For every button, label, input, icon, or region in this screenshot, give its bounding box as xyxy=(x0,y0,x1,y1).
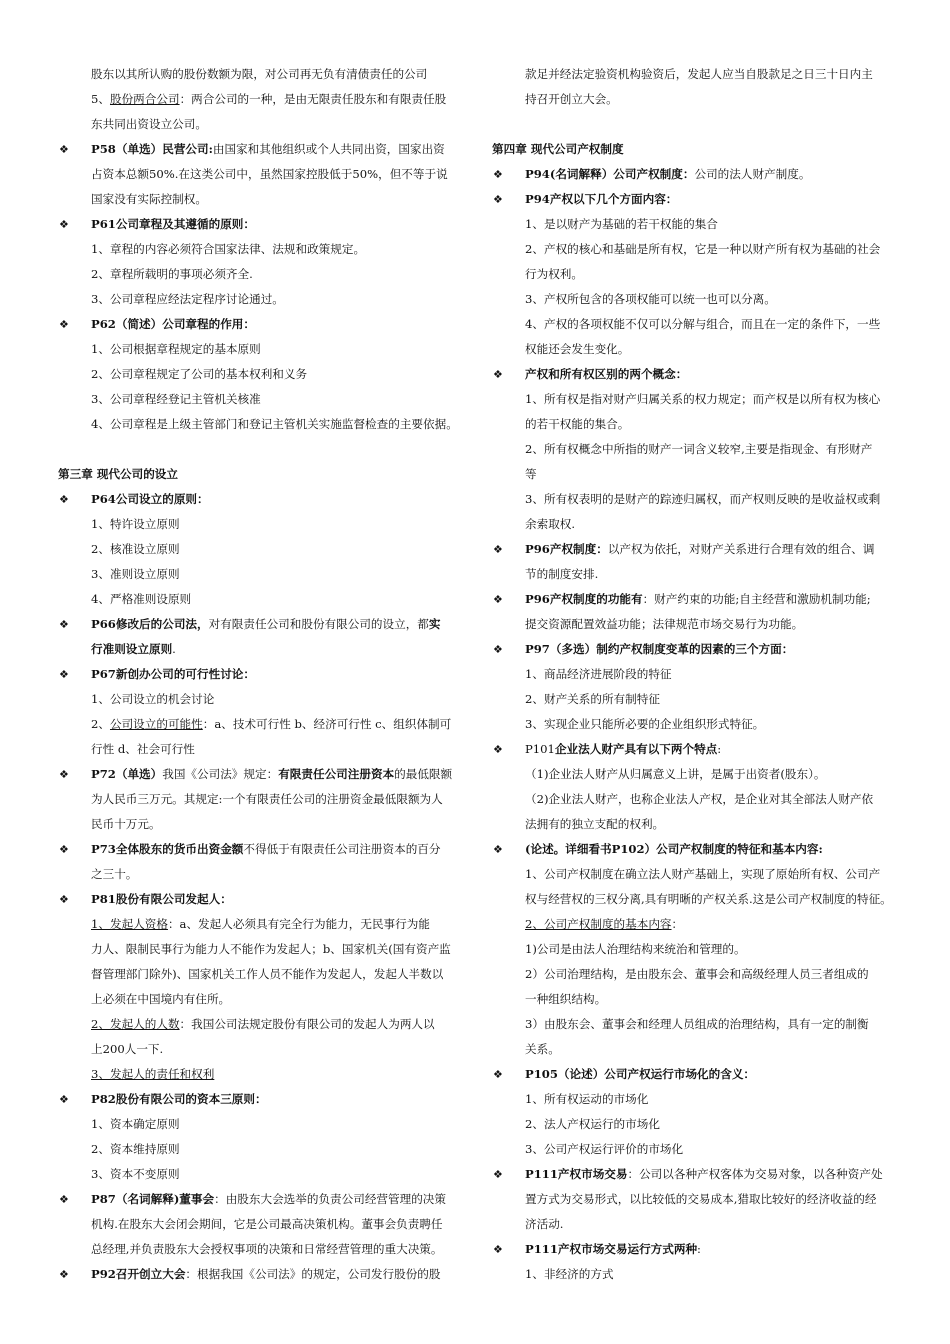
text-line xyxy=(58,862,463,887)
text-segment: 以产权为依托，对财产关系进行合理有效的组合、调 xyxy=(607,542,875,556)
text-segment: 行为权利。 xyxy=(525,267,583,281)
text-segment: 余索取权. xyxy=(525,517,576,531)
text-segment: 款足并经法定验资机构验资后，发起人应当自股款足之日三十日内主 xyxy=(525,67,873,81)
text-line xyxy=(492,562,897,587)
text-line xyxy=(58,1112,463,1137)
text-segment: 2、公司章程规定了公司的基本权利和义务 xyxy=(91,367,308,381)
text-line xyxy=(58,287,463,312)
text-segment: 3、准则设立原则 xyxy=(91,567,180,581)
text-segment: 等 xyxy=(525,467,537,481)
text-line xyxy=(58,1237,463,1262)
text-line xyxy=(58,712,463,737)
text-line xyxy=(492,1137,897,1162)
text-line xyxy=(492,662,897,687)
bullet-item xyxy=(58,762,463,787)
text-segment: 置方式为交易形式，以比较低的交易成本,猎取比较好的经济收益的经 xyxy=(525,1192,877,1206)
bullet-item xyxy=(58,1087,463,1112)
text-segment: P64公司设立的原则： xyxy=(91,492,209,506)
text-segment: 3、产权所包含的各项权能可以统一也可以分离。 xyxy=(525,292,776,306)
text-segment: 1、资本确定原则 xyxy=(91,1117,180,1131)
text-segment: ：根据我国《公司法》的规定，公司发行股份的股 xyxy=(185,1267,441,1281)
text-segment: 实 xyxy=(428,617,441,631)
text-line xyxy=(58,387,463,412)
text-line xyxy=(58,987,463,1012)
text-line xyxy=(58,512,463,537)
text-segment: 3、资本不变原则 xyxy=(91,1167,180,1181)
bullet-item xyxy=(492,637,897,662)
text-segment: 企业法人财产具有以下两个特点 xyxy=(554,742,718,756)
text-segment: 股份两合公司 xyxy=(109,92,180,106)
text-line xyxy=(58,262,463,287)
text-line xyxy=(58,237,463,262)
text-segment: P62（简述）公司章程的作用： xyxy=(91,317,255,331)
text-segment: P61公司章程及其遵循的原则： xyxy=(91,217,255,231)
text-segment: 总经理,并负责股东大会授权事项的决策和日常经营管理的重大决策。 xyxy=(91,1242,443,1256)
bullet-item xyxy=(492,1162,897,1187)
text-line xyxy=(58,62,463,87)
text-segment: （1)企业法人财产从归属意义上讲，是属于出资者(股东）。 xyxy=(525,767,826,781)
text-segment: : xyxy=(717,742,722,756)
text-line xyxy=(492,687,897,712)
text-line xyxy=(58,412,463,437)
text-segment: 4、公司章程是上级主管部门和登记主管机关实施监督检查的主要依据。 xyxy=(91,417,458,431)
text-segment: P94(名词解释）公司产权制度： xyxy=(525,167,695,181)
text-segment: . xyxy=(172,642,176,656)
text-segment: P82股份有限公司的资本三原则： xyxy=(91,1092,267,1106)
text-line xyxy=(492,862,897,887)
text-segment: P67新创办公司的可行性讨论： xyxy=(91,667,255,681)
text-segment: ：财产约束的功能;自主经营和激励机制功能; xyxy=(642,592,871,606)
left-column xyxy=(58,62,463,1287)
text-line xyxy=(492,812,897,837)
text-segment: 1、特许设立原则 xyxy=(91,517,180,531)
text-line xyxy=(492,412,897,437)
text-segment: 2）公司治理结构，是由股东会、董事会和高级经理人员三者组成的 xyxy=(525,967,869,981)
text-line xyxy=(492,262,897,287)
text-line xyxy=(492,87,897,112)
text-segment: 持召开创立大会。 xyxy=(525,92,618,106)
text-line xyxy=(492,987,897,1012)
text-line xyxy=(492,912,897,937)
text-line xyxy=(58,87,463,112)
text-line xyxy=(492,1212,897,1237)
text-segment: 2、财产关系的所有制特征 xyxy=(525,692,660,706)
text-line xyxy=(58,912,463,937)
bullet-item xyxy=(492,1062,897,1087)
text-line xyxy=(492,337,897,362)
text-segment: 1)公司是由法人治理结构来统治和管理的。 xyxy=(525,942,746,956)
text-segment: 1、发起人资格 xyxy=(91,917,168,931)
text-segment: 东共同出资设立公司。 xyxy=(91,117,207,131)
text-segment: 国家没有实际控制权。 xyxy=(91,192,207,206)
text-segment: 2、章程所载明的事项必须齐全. xyxy=(91,267,253,281)
text-segment: P87（名词解释)董事会 xyxy=(91,1192,215,1206)
text-segment: 不得低于有限责任公司注册资本的百分 xyxy=(243,842,441,856)
text-line xyxy=(492,887,897,912)
chapter-heading xyxy=(492,137,897,162)
text-segment: P96产权制度： xyxy=(525,542,608,556)
text-segment: 1、公司设立的机会讨论 xyxy=(91,692,215,706)
text-line xyxy=(492,937,897,962)
text-line xyxy=(492,1262,897,1287)
text-segment: 第三章 现代公司的设立 xyxy=(58,467,178,481)
text-line xyxy=(58,1037,463,1062)
bullet-item xyxy=(58,212,463,237)
text-line xyxy=(492,212,897,237)
text-segment: 1、是以财产为基础的若干权能的集合 xyxy=(525,217,718,231)
text-segment: 2、 xyxy=(91,717,110,731)
text-segment: P111产权市场交易运行方式两种 xyxy=(525,1242,698,1256)
text-segment: 公司设立的可能性 xyxy=(109,717,203,731)
text-line xyxy=(492,962,897,987)
text-segment: 3、公司产权运行评价的市场化 xyxy=(525,1142,684,1156)
text-segment: 3、公司章程应经法定程序讨论通过。 xyxy=(91,292,284,306)
text-line xyxy=(492,1012,897,1037)
text-line xyxy=(492,512,897,537)
text-segment: 节的制度安排. xyxy=(525,567,599,581)
text-segment: ：a、技术可行性 b、经济可行性 c、组织体制可 xyxy=(202,717,452,731)
text-segment: 1、章程的内容必须符合国家法律、法规和政策规定。 xyxy=(91,242,366,256)
text-line xyxy=(58,787,463,812)
bullet-item xyxy=(58,612,463,637)
text-segment: 公司的法人财产制度。 xyxy=(694,167,811,181)
text-segment: 3、实现企业只能所必要的企业组织形式特征。 xyxy=(525,717,765,731)
text-segment: P72（单选） xyxy=(91,767,163,781)
text-segment: P92召开创立大会 xyxy=(91,1267,186,1281)
text-line xyxy=(492,1037,897,1062)
text-line xyxy=(58,587,463,612)
bullet-item xyxy=(492,737,897,762)
text-segment: 3、所有权表明的是财产的踪迹归属权，而产权则反映的是收益权或剩 xyxy=(525,492,881,506)
text-segment: 2、产权的核心和基础是所有权，它是一种以财产所有权为基础的社会 xyxy=(525,242,881,256)
bullet-item xyxy=(58,137,463,162)
text-line xyxy=(58,962,463,987)
bullet-item xyxy=(58,662,463,687)
text-line xyxy=(58,112,463,137)
text-segment: P58（单选）民营公司: xyxy=(91,142,213,156)
text-segment: 第四章 现代公司产权制度 xyxy=(492,142,624,156)
text-segment: 1、公司产权制度在确立法人财产基础上，实现了原始所有权、公司产 xyxy=(525,867,881,881)
text-line xyxy=(492,712,897,737)
text-segment: P81股份有限公司发起人： xyxy=(91,892,232,906)
text-line xyxy=(492,287,897,312)
text-segment: 2、公司产权制度的基本内容 xyxy=(525,917,672,931)
text-segment: 力人、限制民事行为能力人不能作为发起人；b、国家机关(国有资产监 xyxy=(91,942,451,956)
bullet-item xyxy=(492,187,897,212)
text-line xyxy=(58,337,463,362)
text-segment: 行准则设立原则 xyxy=(91,642,173,656)
text-segment: 我国《公司法》规定： xyxy=(162,767,279,781)
text-segment: 济活动. xyxy=(525,1217,564,1231)
text-segment: P66修改后的公司法， xyxy=(91,617,209,631)
text-line xyxy=(492,1187,897,1212)
bullet-item xyxy=(492,837,897,862)
text-segment: ：由股东大会选举的负责公司经营管理的决策 xyxy=(214,1192,446,1206)
bullet-item xyxy=(58,1262,463,1287)
text-segment: 4、严格准则设原则 xyxy=(91,592,192,606)
text-line xyxy=(58,687,463,712)
text-line xyxy=(492,762,897,787)
text-segment: 占资本总额50%.在这类公司中，虽然国家控股低于50%，但不等于说 xyxy=(91,167,448,181)
bullet-item xyxy=(58,837,463,862)
text-segment: 4、产权的各项权能不仅可以分解与组合，而且在一定的条件下，一些 xyxy=(525,317,881,331)
text-segment: : xyxy=(697,1242,701,1256)
text-segment: P73全体股东的货币出资金额 xyxy=(91,842,244,856)
text-segment: 对有限责任公司和股份有限公司的设立，都 xyxy=(208,617,429,631)
text-segment: 法拥有的独立支配的权利。 xyxy=(525,817,665,831)
bullet-item xyxy=(58,887,463,912)
text-segment: 的若干权能的集合。 xyxy=(525,417,630,431)
text-line xyxy=(58,1062,463,1087)
text-segment: 1、所有权运动的市场化 xyxy=(525,1092,649,1106)
text-segment: P105（论述）公司产权运行市场化的含义： xyxy=(525,1067,756,1081)
text-segment: 1、公司根据章程规定的基本原则 xyxy=(91,342,261,356)
text-line xyxy=(492,437,897,462)
text-line xyxy=(492,62,897,87)
text-line xyxy=(58,637,463,662)
text-line xyxy=(492,787,897,812)
text-segment: P96产权制度的功能有 xyxy=(525,592,643,606)
text-line xyxy=(58,187,463,212)
text-segment: （2)企业法人财产，也称企业法人产权，是企业对其全部法人财产依 xyxy=(525,792,874,806)
text-segment: ：两合公司的一种，是由无限责任股东和有限责任股 xyxy=(179,92,447,106)
bullet-item xyxy=(492,537,897,562)
text-segment: 2、所有权概念中所指的财产一词含义较窄,主要是指现金、有形财产 xyxy=(525,442,873,456)
text-line xyxy=(58,1012,463,1037)
text-segment: 关系。 xyxy=(525,1042,560,1056)
text-segment: 2、资本维持原则 xyxy=(91,1142,180,1156)
text-segment: ：我国公司法规定股份有限公司的发起人为两人以 xyxy=(179,1017,435,1031)
text-segment: 权与经营权的三权分离,具有明晰的产权关系.这是公司产权制度的特征。 xyxy=(525,892,892,906)
text-line xyxy=(492,462,897,487)
text-line xyxy=(492,487,897,512)
text-segment: 5、 xyxy=(91,92,110,106)
text-segment: 股东以其所认购的股份数额为限，对公司再无负有清债责任的公司 xyxy=(91,67,428,81)
bullet-item xyxy=(492,162,897,187)
text-segment: ：公司以各种产权客体为交易对象，以各种资产处 xyxy=(627,1167,883,1181)
text-line xyxy=(58,537,463,562)
bullet-item xyxy=(492,1237,897,1262)
text-segment: 由国家和其他组织或个人共同出资，国家出资 xyxy=(212,142,445,156)
text-segment: 2、发起人的人数 xyxy=(91,1017,180,1031)
text-segment: 提交资源配置效益功能；法律规范市场交易行为功能。 xyxy=(525,617,804,631)
text-segment: ： xyxy=(671,917,684,931)
text-line xyxy=(492,1112,897,1137)
text-segment: 一种组织结构。 xyxy=(525,992,607,1006)
text-line xyxy=(58,1212,463,1237)
text-line xyxy=(58,362,463,387)
text-segment: 上必须在中国境内有住所。 xyxy=(91,992,231,1006)
text-segment: 有限责任公司注册资本 xyxy=(278,767,395,781)
text-segment: 为人民币三万元。其规定:一个有限责任公司的注册资金最低限额为人 xyxy=(91,792,443,806)
text-segment: 权能还会发生变化。 xyxy=(525,342,630,356)
text-segment: 1、非经济的方式 xyxy=(525,1267,614,1281)
text-line xyxy=(58,737,463,762)
text-line xyxy=(58,162,463,187)
text-segment: 行性 d、社会可行性 xyxy=(91,742,195,756)
text-line xyxy=(492,1087,897,1112)
text-segment: 1、商品经济进展阶段的特征 xyxy=(525,667,672,681)
text-segment: 2、法人产权运行的市场化 xyxy=(525,1117,660,1131)
text-line xyxy=(492,387,897,412)
text-line xyxy=(58,562,463,587)
text-segment: P97（多选）制约产权制度变革的因素的三个方面： xyxy=(525,642,794,656)
text-segment: 2、核准设立原则 xyxy=(91,542,180,556)
bullet-item xyxy=(492,362,897,387)
text-line xyxy=(58,937,463,962)
text-segment: P111产权市场交易 xyxy=(525,1167,628,1181)
text-line xyxy=(492,312,897,337)
text-segment: 产权和所有权区别的两个概念： xyxy=(525,367,688,381)
text-segment: 机构.在股东大会闭会期间，它是公司最高决策机构。董事会负责聘任 xyxy=(91,1217,443,1231)
text-segment: 3）由股东会、董事会和经理人员组成的治理结构，具有一定的制衡 xyxy=(525,1017,869,1031)
bullet-item xyxy=(58,1187,463,1212)
text-line xyxy=(58,812,463,837)
text-line xyxy=(58,1137,463,1162)
text-segment: 督管理部门除外)、国家机关工作人员不能作为发起人，发起人半数以 xyxy=(91,967,444,981)
text-segment: 3、发起人的责任和权利 xyxy=(91,1067,215,1081)
text-segment: 之三十。 xyxy=(91,867,138,881)
blank-line xyxy=(58,437,463,462)
text-line xyxy=(492,237,897,262)
text-segment: 1、所有权是指对财产归属关系的权力规定；而产权是以所有权为核心 xyxy=(525,392,881,406)
text-segment: 上200人一下. xyxy=(91,1042,164,1056)
bullet-item xyxy=(58,312,463,337)
text-segment: (论述。详细看书P102）公司产权制度的特征和基本内容: xyxy=(525,842,823,856)
blank-line xyxy=(492,112,897,137)
text-segment: ：a、发起人必须具有完全行为能力，无民事行为能 xyxy=(167,917,430,931)
chapter-heading xyxy=(58,462,463,487)
text-segment: 民币十万元。 xyxy=(91,817,161,831)
bullet-item xyxy=(58,487,463,512)
text-segment: 的最低限额 xyxy=(394,767,453,781)
text-segment: P101 xyxy=(525,742,555,756)
bullet-item xyxy=(492,587,897,612)
text-line xyxy=(492,612,897,637)
text-line xyxy=(58,1162,463,1187)
right-column xyxy=(492,62,897,1287)
text-segment: P94产权以下几个方面内容： xyxy=(525,192,678,206)
text-segment: 3、公司章程经登记主管机关核准 xyxy=(91,392,261,406)
